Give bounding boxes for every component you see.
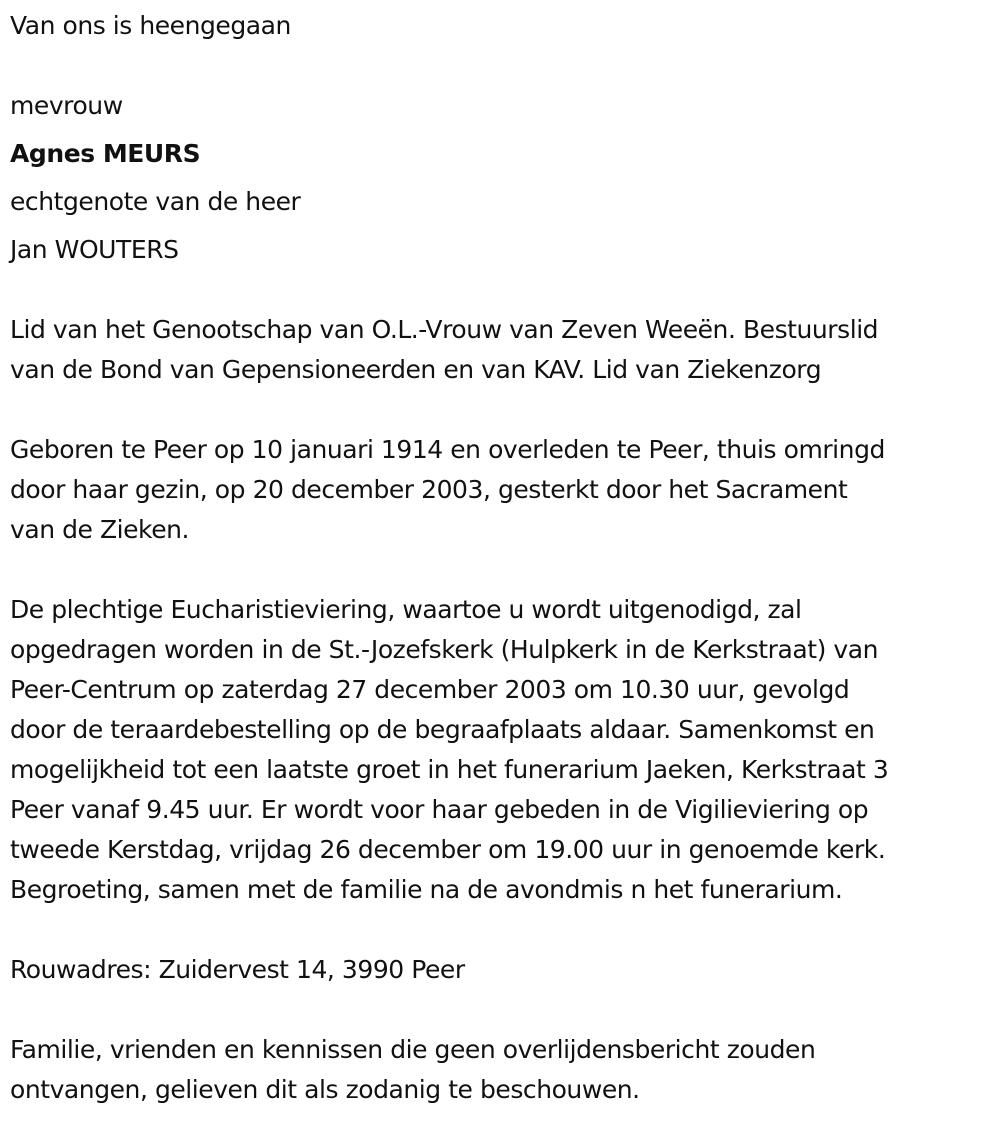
text-line: door de teraardebestelling op de begraafplaats aldaar. Samenkomst en bbox=[10, 715, 875, 744]
text-line: Lid van het Genootschap van O.L.-Vrouw van Zeven Weeën. Bestuurslid bbox=[10, 315, 879, 344]
birth-death-paragraph bbox=[10, 430, 995, 550]
ceremony-paragraph bbox=[10, 590, 995, 910]
text-line: door haar gezin, op 20 december 2003, gesterkt door het Sacrament bbox=[10, 475, 848, 504]
text-line: tweede Kerstdag, vrijdag 26 december om 19.00 uur in genoemde kerk. bbox=[10, 835, 886, 864]
notice-heading: Van ons is heengegaan bbox=[10, 11, 291, 40]
notice-paragraph bbox=[10, 1030, 995, 1110]
mourning-address: Rouwadres: Zuidervest 14, 3990 Peer bbox=[10, 955, 465, 984]
spouse-name: Jan WOUTERS bbox=[10, 235, 179, 264]
text-line: opgedragen worden in de St.-Jozefskerk (Hulpkerk in de Kerkstraat) van bbox=[10, 635, 878, 664]
text-line: mogelijkheid tot een laatste groet in het funerarium Jaeken, Kerkstraat 3 bbox=[10, 755, 889, 784]
text-line: Geboren te Peer op 10 januari 1914 en overleden te Peer, thuis omringd bbox=[10, 435, 885, 464]
title-prefix: mevrouw bbox=[10, 91, 123, 120]
text-line: Peer vanaf 9.45 uur. Er wordt voor haar gebeden in de Vigilieviering op bbox=[10, 795, 869, 824]
text-line: Peer-Centrum op zaterdag 27 december 2003 om 10.30 uur, gevolgd bbox=[10, 675, 850, 704]
text-line: De plechtige Eucharistieviering, waartoe u wordt uitgenodigd, zal bbox=[10, 595, 802, 624]
text-line: van de Bond van Gepensioneerden en van KAV. Lid van Ziekenzorg bbox=[10, 355, 822, 384]
deceased-name: Agnes MEURS bbox=[10, 139, 201, 168]
text-line: Begroeting, samen met de familie na de avondmis n het funerarium. bbox=[10, 875, 843, 904]
text-line: Familie, vrienden en kennissen die geen overlijdensbericht zouden bbox=[10, 1035, 816, 1064]
spouse-label: echtgenote van de heer bbox=[10, 187, 301, 216]
text-line: van de Zieken. bbox=[10, 515, 190, 544]
membership-paragraph bbox=[10, 310, 995, 390]
text-line: ontvangen, gelieven dit als zodanig te beschouwen. bbox=[10, 1075, 640, 1104]
